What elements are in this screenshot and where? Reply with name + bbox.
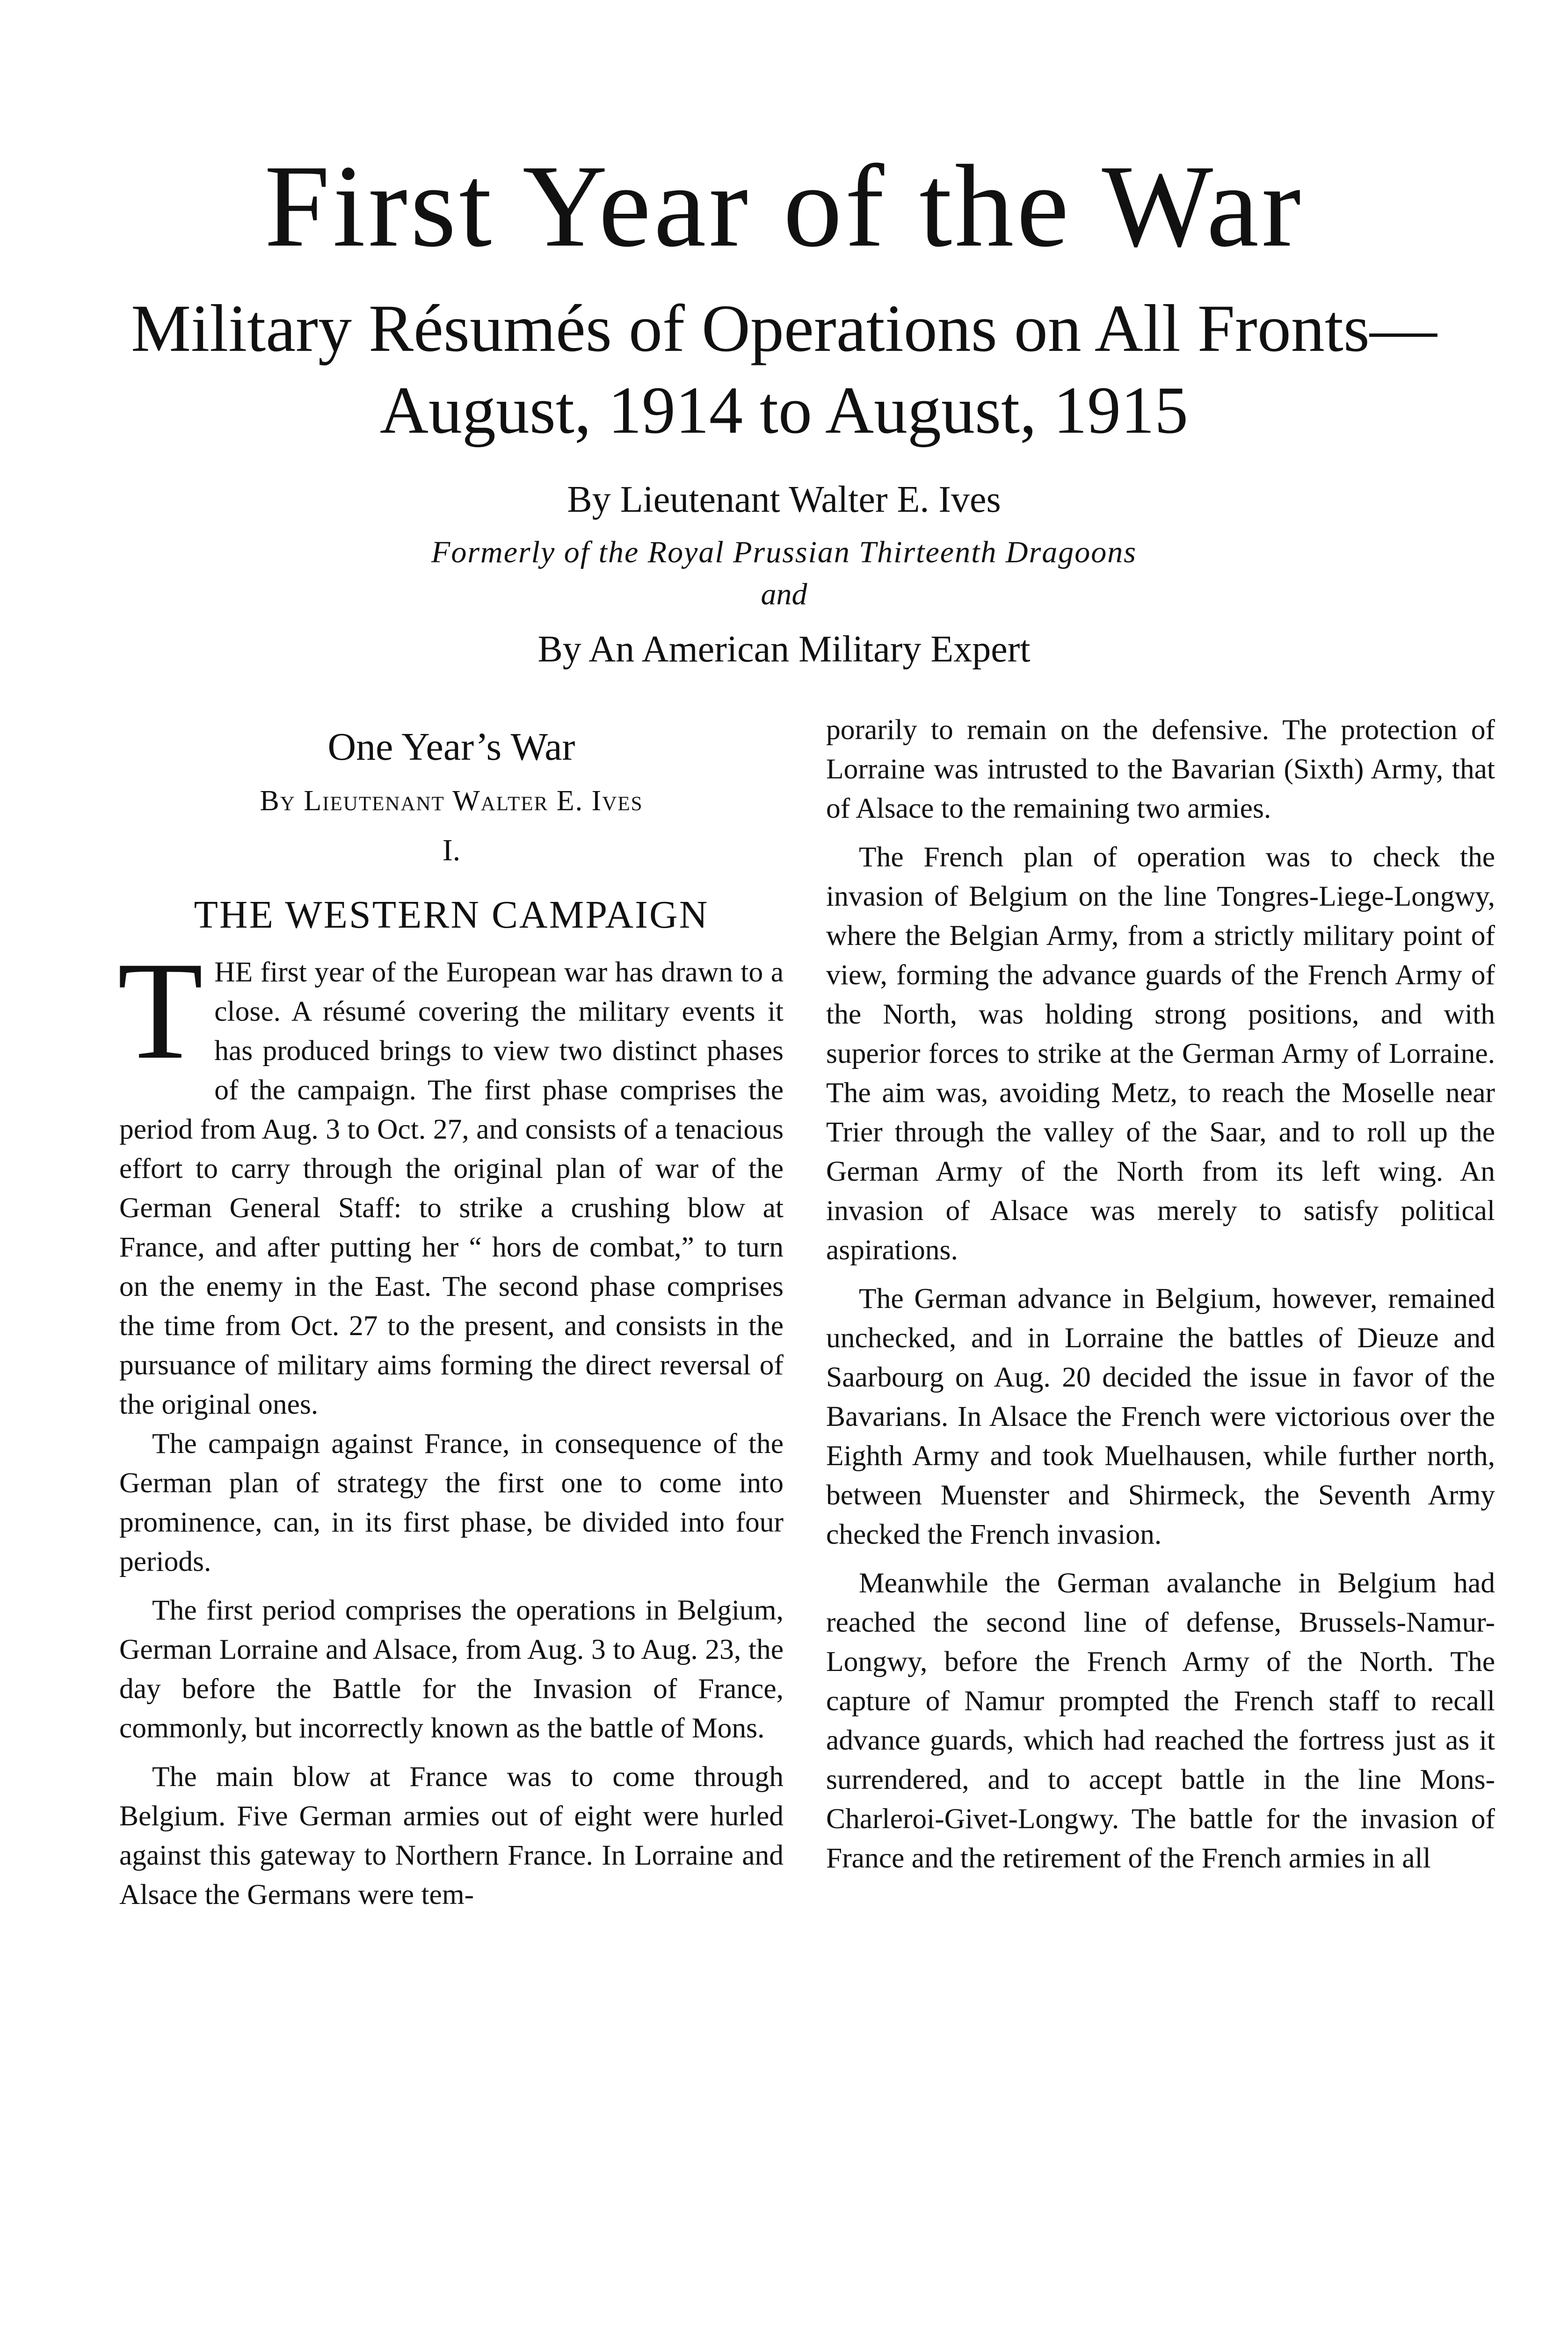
section-title: One Year’s War <box>327 725 575 769</box>
lead-paragraph <box>117 933 784 1424</box>
paragraph: The campaign against France, in consequence of the German plan of strategy the first one to come into prominence, can, in its first phase, be divided into four periods. <box>119 1428 784 1577</box>
article-subtitle <box>0 288 1568 451</box>
paragraph: The French plan of operation was to check the invasion of Belgium on the line Tongres-Liege-Longwy, where the Belgian Army, from a strictly military point of view, forming the advance guards of the French Army of the North, was holding strong positions, and with superior forces to strike at the German Army of Lorraine. The aim was, avoiding Metz, to reach the Moselle near Trier through the valley of the Saar, and to roll up the German Army of the North from its left wing. An invasion of Alsace was merely to satisfy political aspirations. <box>826 841 1495 1266</box>
drop-cap: T <box>117 933 203 1088</box>
lead-text: HE first year of the European war has drawn to a close. A résumé covering the military events it has produced brings to view two distinct phases of the campaign. The first phase comprises the period from Aug. 3 to Oct. 27, and consists of a tenacious effort to carry through the original plan of war of the German General Staff: to strike a crushing blow at France, and after putting her “ hors de combat,” to turn on the enemy in the East. The second phase comprises the time from Oct. 27 to the present, and consists in the pursuance of military aims forming the direct reversal of the original ones. <box>119 956 784 1420</box>
right-column <box>826 710 1495 1878</box>
byline-author-1: By Lieutenant Walter E. Ives <box>567 479 1001 520</box>
paragraph: The German advance in Belgium, however, remained unchecked, and in Lorraine the battles of Dieuze and Saarbourg on Aug. 20 decided the issue in favor of the Bavarians. In Alsace the French were victorious over the Eighth Army and took Muelhausen, while further north, between Muenster and Shirmeck, the Seventh Army checked the French invasion. <box>826 1283 1495 1550</box>
paragraph: Meanwhile the German avalanche in Belgium had reached the second line of defense, Brussels-Namur-Longwy, before the French Army of the North. The capture of Namur prompted the French staff to recall advance guards, which had reached the fortress just as it surrendered, and to accept battle in the line Mons-Charleroi-Givet-Longwy. The battle for the invasion of France and the retirement of the French armies in all <box>826 1567 1495 1874</box>
article-title: First Year of the War <box>264 140 1304 271</box>
byline-affiliation: Formerly of the Royal Prussian Thirteenth Dragoons <box>431 535 1137 569</box>
section-author: By Lieutenant Walter E. Ives <box>260 785 643 817</box>
left-column <box>119 711 784 1914</box>
byline-conjunction: and <box>761 577 807 611</box>
section-number: I. <box>442 833 461 867</box>
paragraph: The first period comprises the operations in Belgium, German Lorraine and Alsace, from Aug. 3 to Aug. 23, the day before the Battle for the Invasion of France, commonly, but incorrectly known as the battle of Mons. <box>119 1594 784 1744</box>
subtitle-line-1: Military Résumés of Operations on All Fronts— <box>131 291 1437 366</box>
subtitle-line-2: August, 1914 to August, 1915 <box>379 373 1189 448</box>
section-heading: THE WESTERN CAMPAIGN <box>194 893 709 937</box>
paragraph-continuation: porarily to remain on the defensive. The protection of Lorraine was intrusted to the Bavarian (Sixth) Army, that of Alsace to the remaining two armies. <box>826 714 1495 824</box>
byline-author-2: By An American Military Expert <box>537 629 1031 670</box>
paragraph: The main blow at France was to come through Belgium. Five German armies out of eight were hurled against this gateway to Northern France. In Lorraine and Alsace the Germans were tem- <box>119 1761 784 1910</box>
